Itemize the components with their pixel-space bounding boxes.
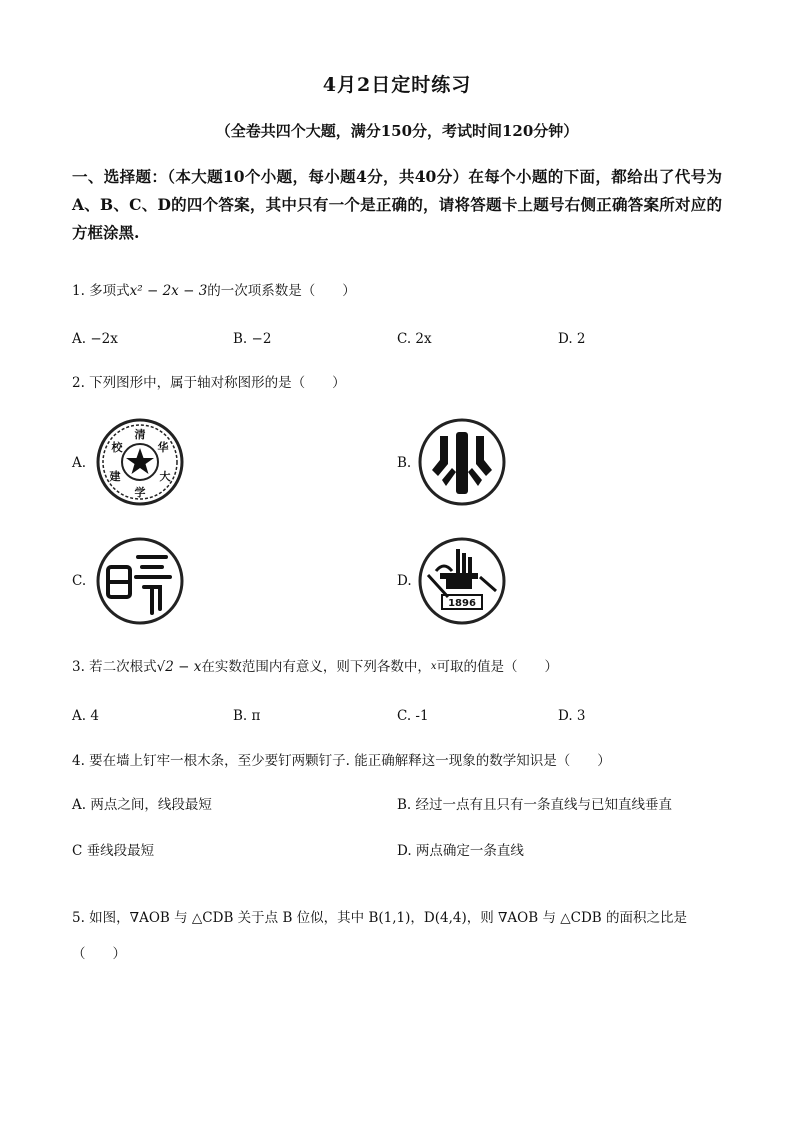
seal-a-char-2: 华 (157, 441, 169, 454)
q2-option-b-label[interactable]: B. (397, 455, 412, 471)
seal-a-char-1: 清 (134, 428, 146, 441)
q4-option-c[interactable]: C 垂线段最短 (72, 843, 155, 859)
q1-option-a[interactable]: A. −2x (72, 331, 118, 347)
q1-stem-prefix: 1. 多项式 (72, 283, 130, 299)
q4-option-d[interactable]: D. 两点确定一条直线 (397, 843, 524, 859)
seal-b-image (418, 418, 506, 506)
seal-d-image (418, 537, 506, 625)
q2-option-a-label[interactable]: A. (72, 455, 87, 471)
q4-option-a[interactable]: A. 两点之间，线段最短 (72, 797, 212, 813)
exam-subtitle: （全卷共四个大题，满分150分，考试时间120分钟） (215, 122, 579, 140)
question-1 (72, 281, 356, 301)
seal-c-image (96, 537, 184, 625)
q1-option-c[interactable]: C. 2x (397, 331, 432, 347)
seal-a-char-3: 大 (159, 470, 171, 483)
question-4: 4. 要在墙上钉牢一根木条，至少要钉两颗钉子. 能正确解释这一现象的数学知识是（ ） (72, 753, 611, 769)
seal-d-year: 1896 (448, 598, 476, 609)
seal-a-char-6: 校 (111, 441, 123, 454)
page-title: 4月2日定时练习 (322, 74, 472, 96)
q3-option-a[interactable]: A. 4 (72, 708, 99, 724)
q3-variable: x (430, 661, 437, 672)
q3-option-d[interactable]: D. 3 (558, 708, 586, 724)
q4-option-b[interactable]: B. 经过一点有且只有一条直线与已知直线垂直 (397, 797, 673, 813)
q5-stem: 5. 如图，∇AOB 与 △CDB 关于点 B 位似，其中 B(1,1)，D(4,4)，则 ∇AOB 与 △CDB 的面积之比是 (72, 910, 687, 926)
q3-stem-suffix: 可取的值是（ ） (436, 659, 559, 675)
seal-a-char-4: 学 (134, 486, 146, 499)
q3-stem-mid: 在实数范围内有意义，则下列各数中， (201, 659, 431, 675)
q3-option-b[interactable]: B. π (233, 708, 261, 724)
q1-expression: x² − 2x − 3 (129, 283, 208, 299)
question-2: 2. 下列图形中，属于轴对称图形的是（ ） (72, 375, 346, 391)
seal-a-image (96, 418, 184, 506)
question-5 (72, 900, 732, 972)
q5-answer-blank: （ ） (72, 946, 126, 962)
q1-option-b[interactable]: B. −2 (233, 331, 272, 347)
section-instructions: 一、选择题：（本大题10个小题，每小题4分，共40分）在每个小题的下面，都给出了代号为A、B、C、D的四个答案，其中只有一个是正确的，请将答题卡上题号右侧正确答案所对应的方框涂黑. (72, 167, 722, 242)
question-3 (72, 657, 558, 677)
q3-option-c[interactable]: C. -1 (397, 708, 429, 724)
q2-option-d-label[interactable]: D. (397, 573, 412, 589)
q3-radical: √2 − x (156, 659, 202, 675)
q1-stem-suffix: 的一次项系数是（ ） (207, 283, 356, 299)
q2-option-c-label[interactable]: C. (72, 573, 87, 589)
q3-stem-prefix: 3. 若二次根式 (72, 659, 157, 675)
q1-option-d[interactable]: D. 2 (558, 331, 586, 347)
seal-a-char-5: 建 (109, 470, 121, 483)
